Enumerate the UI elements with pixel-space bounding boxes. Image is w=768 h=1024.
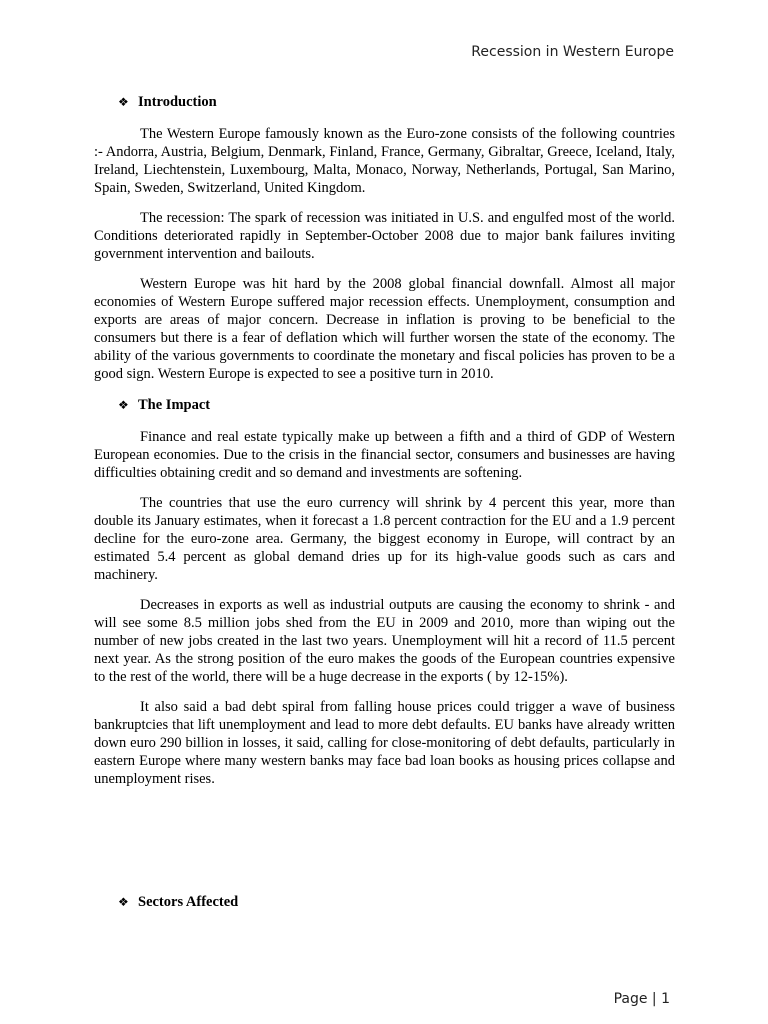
document-body xyxy=(94,93,675,913)
paragraph: It also said a bad debt spiral from falling house prices could trigger a wave of business bankruptcies that lift unemployment and lead to more debt defaults. EU banks have already written down euro 290 billion in losses, it said, calling for close-monitoring of debt defaults, particularly in eastern Europe where many western banks may face bad loan books as housing prices collapse and unemployment rises. xyxy=(94,699,675,787)
section-heading-introduction xyxy=(118,93,675,113)
paragraph: Western Europe was hit hard by the 2008 global financial downfall. Almost all major economies of Western Europe suffered major recession effects. Unemployment, consumption and exports are areas of major concern. Decrease in inflation is proving to be beneficial to the consumers but there is a fear of deflation which will further worsen the state of the economy. The ability of the various governments to coordinate the monetary and fiscal policies has proven to be a good sign. Western Europe is expected to see a positive turn in 2010. xyxy=(94,276,675,382)
paragraph: The recession: The spark of recession was initiated in U.S. and engulfed most of the world. Conditions deteriorated rapidly in September-October 2008 due to major bank failures inviting government intervention and bailouts. xyxy=(94,210,675,262)
heading-text: The Impact xyxy=(138,397,211,413)
paragraph: The Western Europe famously known as the Euro-zone consists of the following countries :- Andorra, Austria, Belgium, Denmark, Finland, France, Germany, Gibraltar, Greece, Iceland, Italy, Ireland, Liechtenstein, Luxembourg, Malta, Monaco, Norway, Netherlands, Portugal, San Marino, Spain, Sweden, Switzerland, United Kingdom. xyxy=(94,126,675,196)
paragraph: Decreases in exports as well as industrial outputs are causing the economy to shrink - and will see some 8.5 million jobs shed from the EU in 2009 and 2010, more than wiping out the number of new jobs created in the last two years. Unemployment will hit a record of 11.5 percent next year. As the strong position of the euro makes the goods of the European countries expensive to the rest of the world, there will be a huge decrease in the exports ( by 12-15%). xyxy=(94,597,675,685)
paragraph: The countries that use the euro currency will shrink by 4 percent this year, more than double its January estimates, when it forecast a 1.8 percent contraction for the EU and a 1.9 percent decline for the euro-zone area. Germany, the biggest economy in Europe, will contract by an estimated 5.4 percent as global demand dries up for its high-value goods such as cars and machinery. xyxy=(94,495,675,583)
diamond-bullet-icon: ❖ xyxy=(118,895,129,909)
heading-text: Introduction xyxy=(138,94,217,110)
page-header: Recession in Western Europe xyxy=(471,44,674,60)
section-heading-sectors-affected xyxy=(118,893,675,913)
heading-text: Sectors Affected xyxy=(138,894,239,910)
section-heading-the-impact xyxy=(118,396,675,416)
paragraph: Finance and real estate typically make up between a fifth and a third of GDP of Western European economies. Due to the crisis in the financial sector, consumers and businesses are having difficulties obtaining credit and so demand and investments are softening. xyxy=(94,429,675,481)
page-number: Page | 1 xyxy=(613,991,670,1007)
diamond-bullet-icon: ❖ xyxy=(118,398,129,412)
diamond-bullet-icon: ❖ xyxy=(118,95,129,109)
